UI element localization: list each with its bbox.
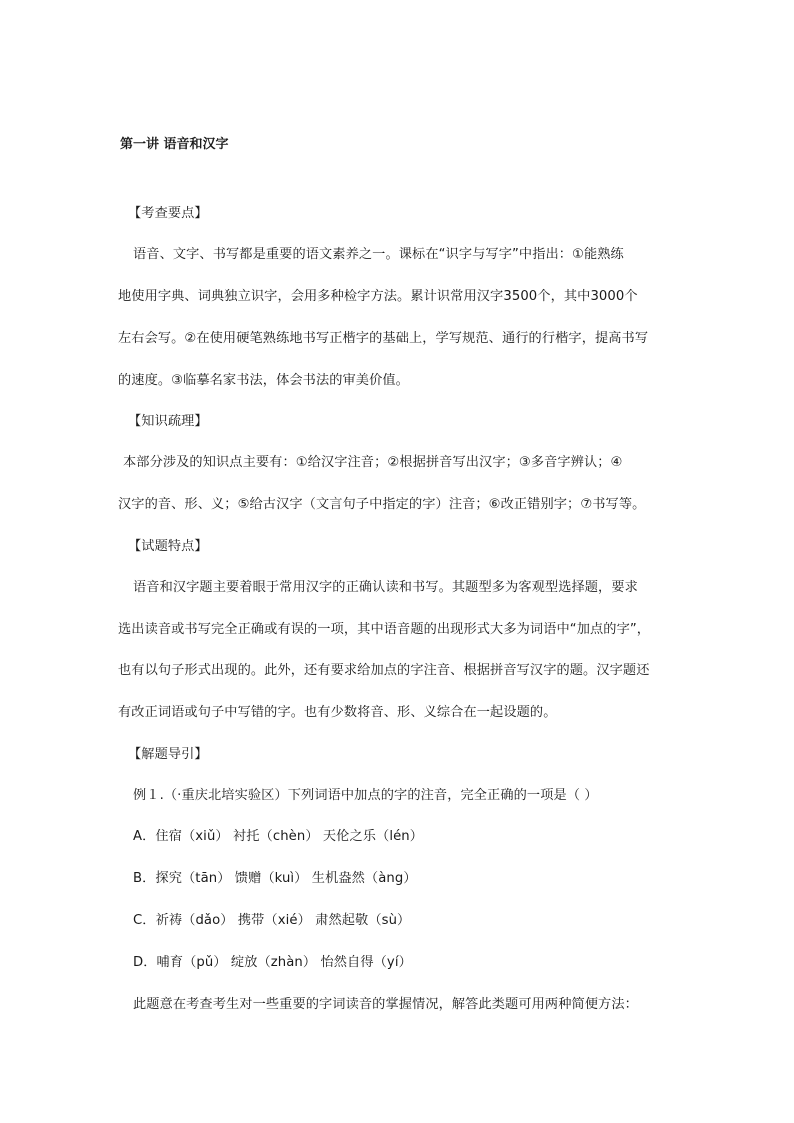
heading-jieti: 【解题导引】 [128,747,208,762]
paragraph-line: 左右会写。②在使用硬笔熟练地书写正楷字的基础上，学写规范、通行的行楷字，提高书写 [118,331,649,346]
option-c: C．祈祷（dǎo） 携带（xié） 肃然起敬（sù） [133,913,411,928]
option-d: D．哺育（pǔ） 绽放（zhàn） 怡然自得（yí） [133,955,412,970]
paragraph-line: 语音和汉字题主要着眼于常用汉字的正确认读和书写。其题型多为客观型选择题，要求 [133,580,638,595]
paragraph-line: 也有以句子形式出现的。此外，还有要求给加点的字注音、根据拼音写汉字的题。汉字题还 [118,663,650,678]
paragraph-line: 选出读音或书写完全正确或有误的一项，其中语音题的出现形式大多为词语中“加点的字”， [118,622,651,637]
heading-kaocha: 【考查要点】 [128,206,208,221]
paragraph-line: 有改正词语或句子中写错的字。也有少数将音、形、义综合在一起设题的。 [118,705,557,720]
paragraph-line: 本部分涉及的知识点主要有：①给汉字注音；②根据拼音写出汉字；③多音字辨认；④ [123,455,623,470]
paragraph-line: 汉字的音、形、义；⑤给古汉字（文言句子中指定的字）注音；⑥改正错别字；⑦书写等。 [118,497,646,512]
paragraph-line: 的速度。③临摹名家书法，体会书法的审美价值。 [118,373,409,388]
option-a: A．住宿（xiǔ） 衬托（chèn） 天伦之乐（lén） [133,829,424,844]
option-b: B．探究（tān） 馈赠（kuì） 生机盎然（àng） [133,871,417,886]
example-question: 例１.（·重庆北培实验区）下列词语中加点的字的注音，完全正确的一项是（ ） [133,788,598,803]
heading-zhishi: 【知识疏理】 [128,414,208,429]
heading-shiti: 【试题特点】 [128,539,208,554]
paragraph-line: 语音、文字、书写都是重要的语文素养之一。课标在“识字与写字”中指出：①能熟练 [133,247,624,262]
paragraph-line: 地使用字典、词典独立识字，会用多种检字方法。累计识常用汉字3500个，其中3000个 [118,289,638,304]
lesson-title: 第一讲 语音和汉字 [120,137,229,152]
analysis-line: 此题意在考查考生对一些重要的字词读音的掌握情况，解答此类题可用两种简便方法： [133,997,638,1012]
